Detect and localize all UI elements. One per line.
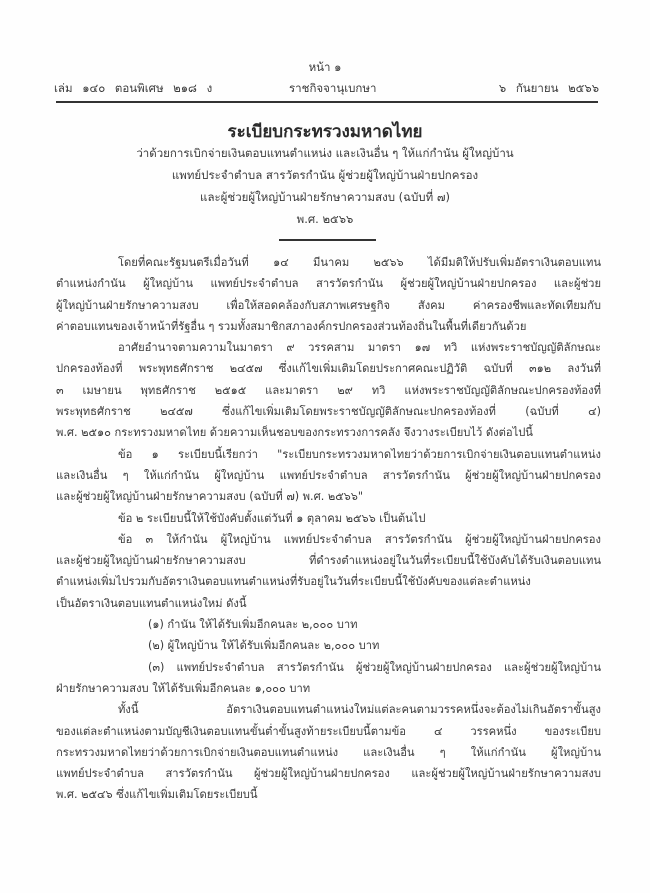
subtitle-line: ว่าด้วยการเบิกจ่ายเงินตอบแทนตำแหน่ง และเงินอื่น ๆ ให้แก่กำนัน ผู้ใหญ่บ้าน — [136, 146, 514, 160]
body-text-line: ปกครองท้องที่ พระพุทธศักราช ๒๔๕๗ ซึ่งแก้ไขเพิ่มเติมโดยประกาศคณะปฏิวัติ ฉบับที่ ๓๑๒ ลงวันที่ — [56, 362, 601, 376]
body-text-line: แพทย์ประจำตำบล สารวัตรกำนัน ผู้ช่วยผู้ใหญ่บ้านฝ่ายปกครอง และผู้ช่วยผู้ใหญ่บ้านฝ่ายรักษาความสงบ — [56, 767, 601, 781]
body-text-line: ทั้งนี้ อัตราเงินตอบแทนตำแหน่งใหม่แต่ละคนตามวรรคหนึ่งจะต้องไม่เกินอัตราขั้นสูง — [118, 703, 601, 717]
body-text-line: และเงินอื่น ๆ ให้แก่กำนัน ผู้ใหญ่บ้าน แพทย์ประจำตำบล สารวัตรกำนัน ผู้ช่วยผู้ใหญ่บ้านฝ่ายปกครอง — [56, 468, 601, 482]
page-number: หน้า ๑ — [308, 60, 342, 74]
gazette-name: ราชกิจจานุเบกษา — [289, 81, 377, 95]
body-text-line: ข้อ ๓ ให้กำนัน ผู้ใหญ่บ้าน แพทย์ประจำตำบล สารวัตรกำนัน ผู้ช่วยผู้ใหญ่บ้านฝ่ายปกครอง — [118, 532, 601, 546]
body-text-line: ข้อ ๒ ระเบียบนี้ให้ใช้บังคับตั้งแต่วันที่ ๑ ตุลาคม ๒๕๖๖ เป็นต้นไป — [118, 511, 426, 525]
gazette-date: ๖ กันยายน ๒๕๖๖ — [498, 81, 599, 95]
body-text-line: และผู้ช่วยผู้ใหญ่บ้านฝ่ายรักษาความสงบ ที่ดำรงตำแหน่งอยู่ในวันที่ระเบียบนี้ใช้บังคับได้รับเงินตอบแทน — [56, 554, 601, 568]
body-text-line: พ.ศ. ๒๕๑๐ กระทรวงมหาดไทย ด้วยความเห็นชอบของกระทรวงการคลัง จึงวางระเบียบไว้ ดังต่อไปนี้ — [56, 426, 533, 440]
body-text-line: ๓ เมษายน พุทธศักราช ๒๕๑๕ และมาตรา ๒๙ ทวิ แห่งพระราชบัญญัติลักษณะปกครองท้องที่ — [56, 383, 601, 397]
document-title: ระเบียบกระทรวงมหาดไทย — [227, 122, 423, 142]
body-text-line: ค่าตอบแทนของเจ้าหน้าที่รัฐอื่น ๆ รวมทั้งสมาชิกสภาองค์กรปกครองส่วนท้องถิ่นในพื้นที่เดียวกันด้วย — [56, 319, 527, 333]
body-text-line: (๓) แพทย์ประจำตำบล สารวัตรกำนัน ผู้ช่วยผู้ใหญ่บ้านฝ่ายปกครอง และผู้ช่วยผู้ใหญ่บ้าน — [148, 660, 601, 674]
body-text-line: เป็นอัตราเงินตอบแทนตำแหน่งใหม่ ดังนี้ — [56, 596, 247, 610]
body-text-line: (๒) ผู้ใหญ่บ้าน ให้ได้รับเพิ่มอีกคนละ ๒,๐๐๐ บาท — [148, 639, 380, 653]
body-text-line: และผู้ช่วยผู้ใหญ่บ้านฝ่ายรักษาความสงบ (ฉบับที่ ๗) พ.ศ. ๒๕๖๖" — [56, 490, 364, 504]
body-text-line: ของแต่ละตำแหน่งตามบัญชีเงินตอบแทนขั้นต่ำขั้นสูงท้ายระเบียบนี้ตามข้อ ๔ วรรคหนึ่ง ของระเบียบ — [56, 724, 601, 738]
body-text-line: ฝ่ายรักษาความสงบ ให้ได้รับเพิ่มอีกคนละ ๑,๐๐๐ บาท — [56, 681, 311, 695]
body-text-line: ผู้ใหญ่บ้านฝ่ายรักษาความสงบ เพื่อให้สอดคล้องกับสภาพเศรษฐกิจ สังคม ค่าครองชีพและทัดเทียมกับ — [56, 298, 601, 312]
body-text-line: อาศัยอำนาจตามความในมาตรา ๙ วรรคสาม มาตรา ๑๗ ทวิ แห่งพระราชบัญญัติลักษณะ — [118, 341, 601, 355]
subtitle-year: พ.ศ. ๒๕๖๖ — [296, 212, 354, 226]
document-body — [56, 252, 601, 806]
title-divider — [279, 239, 376, 241]
gazette-header — [54, 80, 599, 96]
body-text-line: (๑) กำนัน ให้ได้รับเพิ่มอีกคนละ ๒,๐๐๐ บาท — [148, 618, 358, 632]
header-divider — [56, 101, 598, 103]
body-text-line: โดยที่คณะรัฐมนตรีเมื่อวันที่ ๑๔ มีนาคม ๒๕๖๖ ได้มีมติให้ปรับเพิ่มอัตราเงินตอบแทน — [118, 256, 601, 269]
body-text-line: ตำแหน่งกำนัน ผู้ใหญ่บ้าน แพทย์ประจำตำบล สารวัตรกำนัน ผู้ช่วยผู้ใหญ่บ้านฝ่ายปกครอง และผู้ช่วย — [56, 277, 601, 291]
body-text-line: ข้อ ๑ ระเบียบนี้เรียกว่า "ระเบียบกระทรวงมหาดไทยว่าด้วยการเบิกจ่ายเงินตอบแทนตำแหน่ง — [118, 447, 601, 461]
body-text-line: กระทรวงมหาดไทยว่าด้วยการเบิกจ่ายเงินตอบแทนตำแหน่ง และเงินอื่น ๆ ให้แก่กำนัน ผู้ใหญ่บ้าน — [56, 745, 601, 759]
body-text-line: พ.ศ. ๒๕๔๖ ซึ่งแก้ไขเพิ่มเติมโดยระเบียบนี้ — [56, 788, 258, 802]
body-text-line: ตำแหน่งเพิ่มไปรวมกับอัตราเงินตอบแทนตำแหน่งที่รับอยู่ในวันที่ระเบียบนี้ใช้บังคับของแต่ละตำแหน่ง — [56, 575, 531, 589]
body-text-line: พระพุทธศักราช ๒๔๕๗ ซึ่งแก้ไขเพิ่มเติมโดยพระราชบัญญัติลักษณะปกครองท้องที่ (ฉบับที่ ๔) — [56, 405, 601, 419]
gazette-volume: เล่ม ๑๔๐ ตอนพิเศษ ๒๑๘ ง — [54, 81, 213, 95]
subtitle-line: และผู้ช่วยผู้ใหญ่บ้านฝ่ายรักษาความสงบ (ฉบับที่ ๗) — [200, 190, 450, 204]
subtitle-line: แพทย์ประจำตำบล สารวัตรกำนัน ผู้ช่วยผู้ใหญ่บ้านฝ่ายปกครอง — [171, 168, 479, 182]
